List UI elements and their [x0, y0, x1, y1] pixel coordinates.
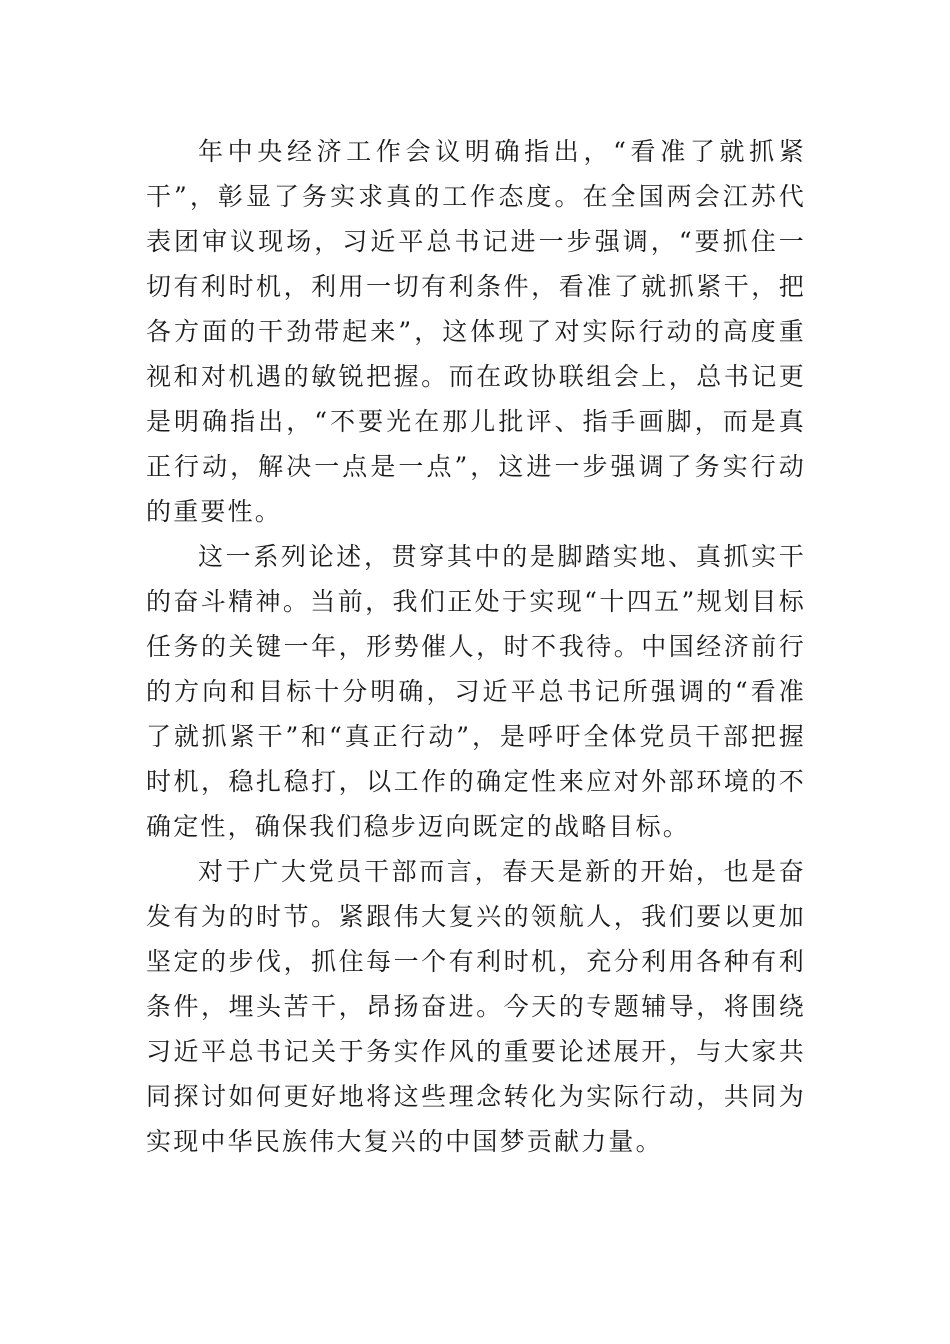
- paragraph-1: 年中央经济工作会议明确指出，“看准了就抓紧干”，彰显了务实求真的工作态度。在全国两会江苏代表团审议现场，习近平总书记进一步强调，“要抓住一切有利时机，利用一切有利条件，看准了就抓紧干，把各方面的干劲带起来”，这体现了对实际行动的高度重视和对机遇的敏锐把握。而在政协联组会上，总书记更是明确指出，“不要光在那儿批评、指手画脚，而是真正行动，解决一点是一点”，这进一步强调了务实行动的重要性。: [146, 137, 806, 526]
- document-body: [146, 129, 806, 1164]
- paragraph-3: 对于广大党员干部而言，春天是新的开始，也是奋发有为的时节。紧跟伟大复兴的领航人，我们要以更加坚定的步伐，抓住每一个有利时机，充分利用各种有利条件，埋头苦干，昂扬奋进。今天的专题辅导，将围绕习近平总书记关于务实作风的重要论述展开，与大家共同探讨如何更好地将这些理念转化为实际行动，共同为实现中华民族伟大复兴的中国梦贡献力量。: [146, 857, 806, 1156]
- paragraph-2: 这一系列论述，贯穿其中的是脚踏实地、真抓实干的奋斗精神。当前，我们正处于实现“十四五”规划目标任务的关键一年，形势催人，时不我待。中国经济前行的方向和目标十分明确，习近平总书记所强调的“看准了就抓紧干”和“真正行动”，是呼吁全体党员干部把握时机，稳扎稳打，以工作的确定性来应对外部环境的不确定性，确保我们稳步迈向既定的战略目标。: [146, 542, 806, 841]
